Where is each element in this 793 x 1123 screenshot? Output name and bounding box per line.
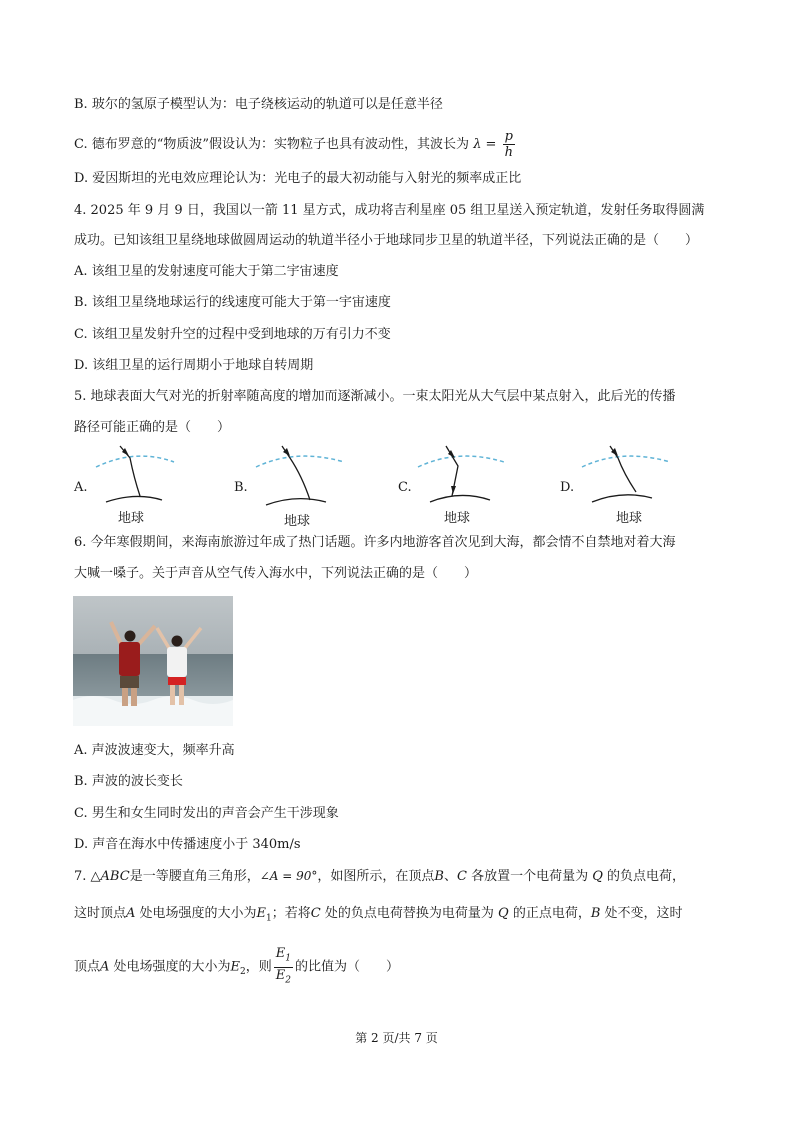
- q6-option-d: D. 声音在海水中传播速度小于 340m/s: [74, 837, 301, 852]
- q7-text: 是一等腰直角三角形，: [129, 869, 260, 884]
- earth-label: 地球: [118, 511, 145, 526]
- beach-photo-illustration: [73, 596, 233, 726]
- light-ray: [282, 446, 310, 500]
- charge-q: Q: [498, 906, 509, 921]
- q3-option-b: B. 玻尔的氢原子模型认为：电子绕核运动的轨道可以是任意半径: [74, 97, 443, 112]
- angle-a-formula: ∠A = 90°: [259, 869, 318, 883]
- beach-photo: [73, 596, 233, 726]
- charge-q: Q: [592, 869, 603, 884]
- option-letter: C.: [398, 480, 412, 495]
- atmosphere-boundary: [256, 456, 344, 467]
- q7-line3: [74, 946, 399, 986]
- q4-option-d: D. 该组卫星的运行周期小于地球自转周期: [74, 358, 314, 373]
- field-e2-subscript: 2: [240, 967, 246, 978]
- q7-text: 、: [443, 869, 457, 884]
- vertex-a: A: [100, 959, 110, 975]
- q7-text: 处电场强度的大小为: [135, 906, 257, 921]
- q5-diagram-a: [74, 440, 194, 530]
- field-ratio-fraction: [274, 946, 293, 988]
- q6-option-a: A. 声波波速变大，频率升高: [74, 743, 235, 758]
- option-letter: A.: [74, 480, 88, 495]
- atmosphere-boundary: [418, 456, 504, 467]
- q6-stem-line1: 6. 今年寒假期间，来海南旅游过年成了热门话题。许多内地游客首次见到大海，都会情不自禁地对着大海: [74, 535, 676, 550]
- earth-surface: [430, 495, 490, 502]
- earth-label: 地球: [444, 511, 471, 526]
- earth-surface: [106, 496, 162, 502]
- atmosphere-boundary: [582, 456, 670, 467]
- q5-diagram-d: [560, 440, 680, 530]
- q4-stem-line1: 4. 2025 年 9 月 9 日，我国以一箭 11 星方式，成功将吉利星座 05 组卫星送入预定轨道，发射任务取得圆满: [74, 203, 705, 218]
- page-footer: 第 2 页/共 7 页: [355, 1031, 438, 1045]
- q3-option-c-text: C. 德布罗意的“物质波”假设认为：实物粒子也具有波动性，其波长为: [74, 137, 470, 152]
- q3-option-c: [74, 128, 517, 162]
- q6-option-c: C. 男生和女生同时发出的声音会产生干涉现象: [74, 806, 339, 821]
- q4-option-a: A. 该组卫星的发射速度可能大于第二宇宙速度: [74, 264, 339, 279]
- vertex-a: A: [126, 906, 136, 921]
- q7-text: ；若将: [271, 906, 311, 921]
- q7-text: 处电场强度的大小为: [109, 959, 231, 975]
- q5-diagram-b: [234, 440, 354, 530]
- q7-text: 这时顶点: [74, 906, 127, 921]
- earth-surface: [592, 495, 652, 502]
- q7-text: 处不变，这时: [600, 906, 683, 921]
- wavelength-formula-lhs: λ =: [473, 137, 497, 152]
- q3-option-d: D. 爱因斯坦的光电效应理论认为：光电子的最大初动能与入射光的频率成正比: [74, 171, 522, 186]
- earth-label: 地球: [284, 514, 311, 529]
- q7-text: 的比值为（ ）: [295, 959, 400, 975]
- vertex-c: C: [310, 906, 321, 921]
- field-e1-subscript: 1: [266, 913, 272, 924]
- q7-line2: [74, 905, 683, 928]
- formula-denominator: $E_2$: [275, 967, 292, 986]
- option-letter: D.: [560, 480, 575, 495]
- sky: [73, 596, 233, 654]
- triangle-name: ABC: [100, 869, 130, 884]
- arrow-icon: [451, 486, 456, 494]
- q7-text: 的正点电荷，: [508, 906, 591, 921]
- field-e1: E: [256, 906, 267, 921]
- formula-denominator: h: [504, 145, 513, 160]
- earth-label: 地球: [616, 511, 643, 526]
- q7-text: 处的负点电荷替换为电荷量为: [320, 906, 499, 921]
- vertex-b: B: [434, 869, 444, 884]
- q7-text: 的负点电荷，: [602, 869, 686, 884]
- q6-stem-line2: 大喊一嗓子。关于声音从空气传入海水中，下列说法正确的是（ ）: [74, 566, 478, 581]
- atmosphere-boundary: [96, 456, 174, 467]
- vertex-c: C: [456, 869, 467, 884]
- q5-diagram-c: [398, 440, 518, 530]
- option-letter: B.: [234, 480, 248, 495]
- q5-stem-line1: 5. 地球表面大气对光的折射率随高度的增加而逐渐减小。一束太阳光从大气层中某点射入，此后光的传播: [74, 389, 676, 404]
- q6-option-b: B. 声波的波长变长: [74, 774, 183, 789]
- earth-surface: [266, 499, 326, 505]
- q7-text: ，如图所示，在顶点: [317, 869, 435, 884]
- q7-text: 顶点: [74, 959, 101, 975]
- q4-stem-line2: 成功。已知该组卫星绕地球做圆周运动的轨道半径小于地球同步卫星的轨道半径，下列说法正确的是（ ）: [74, 233, 699, 248]
- formula-numerator: $E_1$: [274, 946, 293, 968]
- vertex-b: B: [590, 906, 601, 921]
- q4-option-b: B. 该组卫星绕地球运行的线速度可能大于第一宇宙速度: [74, 295, 391, 310]
- q7-text: 7. △: [74, 869, 101, 884]
- q7-line1: [74, 867, 685, 886]
- q7-text: 各放置一个电荷量为: [466, 869, 593, 884]
- field-e2: E: [230, 959, 241, 975]
- q4-option-c: C. 该组卫星发射升空的过程中受到地球的万有引力不变: [74, 327, 391, 342]
- q7-text: ，则: [245, 959, 272, 975]
- light-ray: [120, 446, 140, 496]
- q5-stem-line2: 路径可能正确的是（ ）: [74, 420, 231, 435]
- formula-numerator: p: [504, 129, 513, 144]
- wavelength-formula-fraction: [503, 129, 515, 160]
